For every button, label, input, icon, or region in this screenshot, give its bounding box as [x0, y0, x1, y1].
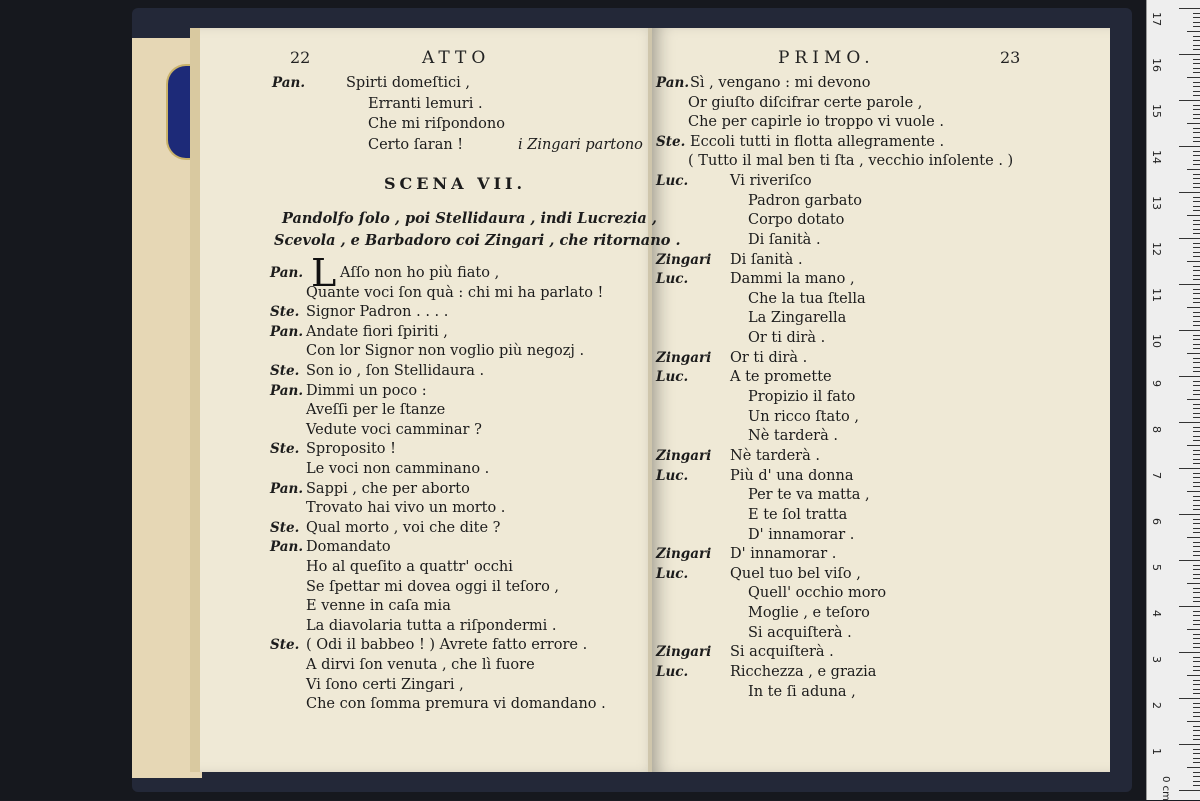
- scene-heading: SCENA VII.: [384, 174, 527, 193]
- ruler-tick: [1193, 785, 1200, 786]
- ruler-tick: [1193, 13, 1200, 14]
- ruler-tick: [1193, 500, 1200, 501]
- ruler-tick: [1193, 109, 1200, 110]
- verse-line: E venne in caſa mia: [306, 598, 451, 615]
- ruler-tick: [1179, 652, 1200, 653]
- speaker-label: Ste.: [270, 363, 300, 379]
- ruler-tick: [1193, 459, 1200, 460]
- ruler-tick: [1193, 496, 1200, 497]
- ruler-tick: [1193, 275, 1200, 276]
- ruler-tick: [1193, 643, 1200, 644]
- ruler-tick: [1187, 353, 1200, 354]
- verse-line: Quante voci ſon quà : chi mi ha parlato !: [306, 284, 604, 301]
- verse-line: Con lor Signor non voglio più negozj .: [306, 343, 585, 360]
- ruler-tick: [1193, 316, 1200, 317]
- ruler-tick: [1193, 141, 1200, 142]
- ruler-tick: [1193, 367, 1200, 368]
- verse-line: Moglie , e teſoro: [748, 605, 870, 621]
- ruler-tick: [1193, 611, 1200, 612]
- ruler-tick: [1193, 128, 1200, 129]
- verse-line: La diavolaria tutta a riſpondermi .: [306, 617, 557, 634]
- ruler-tick: [1179, 468, 1200, 469]
- ruler-tick: [1193, 358, 1200, 359]
- ruler-tick: [1179, 744, 1200, 745]
- ruler-number: 4: [1150, 610, 1163, 617]
- ruler-tick: [1193, 224, 1200, 225]
- verse-line: Di ſanità .: [748, 232, 821, 248]
- ruler-tick: [1193, 151, 1200, 152]
- ruler-tick: [1193, 689, 1200, 690]
- ruler-tick: [1193, 712, 1200, 713]
- speaker-label: Ste.: [270, 304, 300, 321]
- verse-line: Or giuſto diſcifrar certe parole ,: [688, 95, 923, 111]
- verse-line: Signor Padron . . . .: [306, 304, 449, 321]
- ruler-tick: [1193, 118, 1200, 119]
- ruler-tick: [1193, 707, 1200, 708]
- ruler-tick: [1193, 160, 1200, 161]
- verse-line: Che la tua ſtella: [748, 291, 866, 307]
- ruler-tick: [1193, 105, 1200, 106]
- verse-line: Che per capirle io troppo vi vuole .: [688, 114, 944, 130]
- ruler-tick: [1193, 482, 1200, 483]
- ruler-tick: [1193, 408, 1200, 409]
- speaker-label: Luc.: [656, 173, 689, 189]
- ruler-tick: [1193, 588, 1200, 589]
- ruler-tick: [1193, 638, 1200, 639]
- ruler-number: 8: [1150, 426, 1163, 433]
- ruler-number: 3: [1150, 656, 1163, 663]
- ruler-tick: [1193, 256, 1200, 257]
- ruler-tick: [1193, 206, 1200, 207]
- ruler-tick: [1193, 371, 1200, 372]
- ruler-tick: [1193, 680, 1200, 681]
- ruler-number: 13: [1150, 196, 1163, 210]
- ruler-tick: [1193, 385, 1200, 386]
- ruler-tick: [1193, 22, 1200, 23]
- measurement-ruler: [1146, 0, 1200, 800]
- verse-line: ( Odi il babbeo ! ) Avrete fatto errore .: [306, 637, 588, 654]
- ruler-tick: [1193, 523, 1200, 524]
- ruler-tick: [1193, 716, 1200, 717]
- ruler-tick: [1193, 703, 1200, 704]
- ruler-tick: [1193, 36, 1200, 37]
- ruler-tick: [1187, 675, 1200, 676]
- ruler-tick: [1193, 565, 1200, 566]
- ruler-tick: [1193, 739, 1200, 740]
- verse-line: Dammi la mano ,: [730, 271, 855, 287]
- verse-line: E te ſol tratta: [748, 507, 848, 523]
- verse-line: Sì , vengano : mi devono: [690, 75, 871, 91]
- verse-line: Domandato: [306, 539, 391, 556]
- verse-line: Nè tarderà .: [748, 428, 838, 444]
- ruler-tick: [1193, 201, 1200, 202]
- verse-line: A dirvi ſon venuta , che lì fuore: [306, 657, 535, 673]
- verse-line: Sappi , che per aborto: [306, 480, 470, 497]
- ruler-tick: [1179, 238, 1200, 239]
- verse-line: Qual morto , voi che dite ?: [306, 519, 501, 536]
- ruler-tick: [1187, 307, 1200, 308]
- ruler-tick: [1193, 440, 1200, 441]
- ruler-tick: [1193, 381, 1200, 382]
- ruler-tick: [1193, 26, 1200, 27]
- ruler-tick: [1193, 17, 1200, 18]
- speaker-label: Luc.: [656, 566, 689, 582]
- verse-line: Nè tarderà .: [730, 448, 820, 464]
- ruler-tick: [1179, 54, 1200, 55]
- ruler-tick: [1193, 661, 1200, 662]
- verse-line: Trovato hai vivo un morto .: [306, 500, 506, 517]
- ruler-tick: [1193, 233, 1200, 234]
- verse-line: Son io , ſon Stellidaura .: [306, 363, 485, 379]
- verse-line: Di ſanità .: [730, 252, 803, 268]
- ruler-tick: [1193, 137, 1200, 138]
- ruler-tick: [1193, 362, 1200, 363]
- ruler-tick: [1193, 647, 1200, 648]
- speaker-label: Zingari: [656, 546, 712, 562]
- verse-line: Quell' occhio moro: [748, 585, 887, 601]
- verse-line: Erranti lemuri .: [368, 95, 483, 112]
- ruler-tick: [1193, 390, 1200, 391]
- ruler-tick: [1193, 431, 1200, 432]
- ruler-tick: [1193, 82, 1200, 83]
- ruler-number: 7: [1150, 472, 1163, 479]
- verse-line: Vi ſono certi Zingari ,: [306, 676, 464, 693]
- ruler-tick: [1193, 298, 1200, 299]
- ruler-tick: [1193, 178, 1200, 179]
- ruler-tick: [1193, 473, 1200, 474]
- ruler-tick: [1193, 164, 1200, 165]
- ruler-tick: [1193, 486, 1200, 487]
- ruler-tick: [1193, 758, 1200, 759]
- ruler-tick: [1193, 394, 1200, 395]
- ruler-tick: [1193, 155, 1200, 156]
- ruler-tick: [1193, 174, 1200, 175]
- verse-line: Quel tuo bel viſo ,: [730, 566, 861, 582]
- ruler-tick: [1193, 454, 1200, 455]
- ruler-tick: [1179, 790, 1200, 791]
- ruler-tick: [1193, 569, 1200, 570]
- speaker-label: Ste.: [270, 441, 300, 458]
- ruler-tick: [1193, 427, 1200, 428]
- ruler-tick: [1193, 436, 1200, 437]
- ruler-tick: [1193, 289, 1200, 290]
- ruler-tick: [1193, 730, 1200, 731]
- ruler-tick: [1187, 491, 1200, 492]
- verse-line: Un ricco ſtato ,: [748, 409, 859, 425]
- ruler-tick: [1187, 537, 1200, 538]
- ruler-tick: [1193, 183, 1200, 184]
- ruler-tick: [1193, 63, 1200, 64]
- ruler-tick: [1193, 505, 1200, 506]
- ruler-number: 16: [1150, 58, 1163, 72]
- drop-cap: L: [311, 251, 337, 295]
- speaker-label: Pan.: [270, 382, 304, 399]
- ruler-number: 14: [1150, 150, 1163, 164]
- ruler-tick: [1193, 229, 1200, 230]
- speaker-label: Ste.: [656, 134, 686, 150]
- ruler-tick: [1187, 721, 1200, 722]
- ruler-tick: [1179, 606, 1200, 607]
- ruler-tick: [1193, 781, 1200, 782]
- verse-line: Aſſo non ho più fiato ,: [340, 265, 500, 281]
- ruler-tick: [1193, 693, 1200, 694]
- ruler-tick: [1193, 40, 1200, 41]
- ruler-tick: [1193, 59, 1200, 60]
- ruler-tick: [1193, 302, 1200, 303]
- ruler-number: 5: [1150, 564, 1163, 571]
- verse-line: Certo ſaran !: [368, 136, 464, 153]
- verse-line: Sproposito !: [306, 441, 396, 458]
- ruler-tick: [1193, 450, 1200, 451]
- ruler-tick: [1179, 698, 1200, 699]
- speaker-label: Ste.: [270, 637, 300, 654]
- ruler-tick: [1187, 583, 1200, 584]
- ruler-tick: [1193, 762, 1200, 763]
- verse-line: Padron garbato: [748, 193, 862, 209]
- ruler-tick: [1193, 477, 1200, 478]
- ruler-number: 12: [1150, 242, 1163, 256]
- ruler-tick: [1179, 514, 1200, 515]
- ruler-tick: [1193, 187, 1200, 188]
- ruler-tick: [1193, 670, 1200, 671]
- ruler-tick: [1193, 279, 1200, 280]
- ruler-tick: [1193, 578, 1200, 579]
- ruler-tick: [1187, 123, 1200, 124]
- ruler-tick: [1193, 49, 1200, 50]
- verse-line: Se ſpettar mi dovea oggi il teſoro ,: [306, 578, 560, 595]
- cast-line-1: Pandolfo ſolo , poi Stellidaura , indi Lucrezia ,: [282, 210, 657, 227]
- right-running-header: PRIMO.: [778, 48, 875, 68]
- ruler-tick: [1193, 243, 1200, 244]
- ruler-tick: [1193, 335, 1200, 336]
- verse-line: Dimmi un poco :: [306, 382, 427, 399]
- ruler-tick: [1187, 215, 1200, 216]
- ruler-tick: [1193, 726, 1200, 727]
- verse-line: Eccoli tutti in flotta allegramente .: [690, 134, 945, 150]
- ruler-tick: [1193, 624, 1200, 625]
- ruler-tick: [1193, 321, 1200, 322]
- ruler-tick: [1193, 509, 1200, 510]
- ruler-tick: [1193, 776, 1200, 777]
- verse-line: Ho al queſito a quattr' occhi: [306, 559, 513, 575]
- ruler-tick: [1187, 445, 1200, 446]
- ruler-number: 6: [1150, 518, 1163, 525]
- ruler-tick: [1193, 417, 1200, 418]
- ruler-tick: [1193, 86, 1200, 87]
- ruler-tick: [1193, 601, 1200, 602]
- verse-line: Le voci non camminano .: [306, 461, 490, 477]
- speaker-label: Zingari: [656, 448, 712, 464]
- speaker-label: Pan.: [270, 265, 304, 281]
- ruler-tick: [1193, 657, 1200, 658]
- verse-line: Aveſſi per le ſtanze: [306, 402, 446, 419]
- speaker-label: Pan.: [270, 539, 304, 556]
- verse-line: Andate fiori ſpiriti ,: [306, 323, 448, 340]
- speaker-label: Pan.: [270, 480, 304, 497]
- ruler-tick: [1187, 31, 1200, 32]
- ruler-tick: [1193, 220, 1200, 221]
- ruler-tick: [1193, 574, 1200, 575]
- ruler-tick: [1193, 546, 1200, 547]
- speaker-label: Zingari: [656, 644, 712, 660]
- ruler-tick: [1193, 197, 1200, 198]
- ruler-tick: [1193, 542, 1200, 543]
- ruler-tick: [1187, 261, 1200, 262]
- verse-line: Ricchezza , e grazia: [730, 664, 877, 680]
- ruler-number: 17: [1150, 12, 1163, 26]
- ruler-tick: [1193, 528, 1200, 529]
- ruler-tick: [1193, 749, 1200, 750]
- ruler-tick: [1193, 252, 1200, 253]
- ruler-tick: [1193, 114, 1200, 115]
- speaker-label: Luc.: [656, 369, 689, 385]
- verse-line: Si acquiſterà .: [748, 625, 852, 641]
- verse-line: Che mi riſpondono: [368, 116, 505, 132]
- ruler-tick: [1193, 532, 1200, 533]
- verse-line: D' innamorar .: [748, 527, 855, 543]
- ruler-tick: [1193, 95, 1200, 96]
- ruler-tick: [1179, 330, 1200, 331]
- ruler-tick: [1193, 620, 1200, 621]
- speaker-label: Luc.: [656, 271, 689, 287]
- ruler-tick: [1193, 735, 1200, 736]
- ruler-tick: [1193, 247, 1200, 248]
- speaker-label: Pan.: [272, 75, 306, 91]
- verse-line: Propizio il fato: [748, 389, 856, 405]
- cast-line-2: Scevola , e Barbadoro coi Zingari , che ritornano .: [274, 232, 681, 249]
- ruler-tick: [1193, 555, 1200, 556]
- verse-line: Vedute voci camminar ?: [306, 421, 482, 438]
- ruler-tick: [1193, 551, 1200, 552]
- ruler-number: 15: [1150, 104, 1163, 118]
- ruler-tick: [1193, 348, 1200, 349]
- left-page-number: 22: [290, 48, 311, 67]
- ruler-tick: [1193, 615, 1200, 616]
- ruler-tick: [1193, 666, 1200, 667]
- ruler-tick: [1179, 422, 1200, 423]
- ruler-tick: [1187, 399, 1200, 400]
- ruler-tick: [1193, 325, 1200, 326]
- ruler-tick: [1193, 132, 1200, 133]
- ruler-tick: [1187, 169, 1200, 170]
- right-page-number: 23: [1000, 48, 1021, 67]
- ruler-tick: [1193, 753, 1200, 754]
- ruler-tick: [1193, 404, 1200, 405]
- ruler-tick: [1193, 684, 1200, 685]
- ruler-tick: [1193, 463, 1200, 464]
- speaker-label: Pan.: [270, 323, 304, 340]
- ruler-tick: [1187, 767, 1200, 768]
- speaker-label: Luc.: [656, 468, 689, 484]
- ruler-tick: [1193, 519, 1200, 520]
- ruler-tick: [1179, 8, 1200, 9]
- ruler-tick: [1193, 293, 1200, 294]
- ruler-tick: [1193, 344, 1200, 345]
- verse-line: Per te va matta ,: [748, 487, 870, 503]
- verse-line: Vi riveriſco: [730, 173, 812, 189]
- ruler-tick: [1179, 560, 1200, 561]
- ruler-tick: [1193, 312, 1200, 313]
- speaker-label: Pan.: [656, 75, 690, 91]
- verse-line: Più d' una donna: [730, 468, 854, 484]
- ruler-number: 10: [1150, 334, 1163, 348]
- speaker-label: Ste.: [270, 519, 300, 536]
- ruler-tick: [1193, 266, 1200, 267]
- verse-line: Corpo dotato: [748, 212, 845, 228]
- ruler-tick: [1193, 339, 1200, 340]
- speaker-label: Zingari: [656, 350, 712, 366]
- ruler-tick: [1193, 91, 1200, 92]
- stage-direction: i Zingari partono: [518, 137, 643, 153]
- verse-line: Or ti dirà .: [748, 330, 826, 346]
- ruler-tick: [1179, 146, 1200, 147]
- ruler-tick: [1193, 210, 1200, 211]
- verse-line: Or ti dirà .: [730, 350, 808, 366]
- verse-line: A te promette: [730, 369, 832, 385]
- ruler-tick: [1193, 72, 1200, 73]
- ruler-tick: [1179, 376, 1200, 377]
- ruler-tick: [1187, 629, 1200, 630]
- ruler-tick: [1179, 284, 1200, 285]
- ruler-tick: [1193, 68, 1200, 69]
- speaker-label: Zingari: [656, 252, 712, 268]
- verse-line: Spirti domeſtici ,: [346, 75, 471, 91]
- verse-line: Si acquiſterà .: [730, 644, 834, 660]
- ruler-number: 11: [1150, 288, 1163, 302]
- ruler-tick: [1187, 77, 1200, 78]
- ruler-tick: [1193, 634, 1200, 635]
- verse-line: Che con ſomma premura vi domandano .: [306, 696, 606, 713]
- ruler-tick: [1179, 100, 1200, 101]
- verse-line: D' innamorar .: [730, 546, 837, 562]
- ruler-tick: [1179, 192, 1200, 193]
- ruler-number: 2: [1150, 702, 1163, 709]
- verse-line: ( Tutto il mal ben ti ſta , vecchio inſolente . ): [688, 153, 1014, 169]
- ruler-tick: [1193, 45, 1200, 46]
- verse-line: La Zingarella: [748, 310, 847, 326]
- speaker-label: Luc.: [656, 664, 689, 680]
- ruler-tick: [1193, 772, 1200, 773]
- verse-line: In te ſi aduna ,: [748, 684, 856, 700]
- ruler-tick: [1193, 413, 1200, 414]
- ruler-tick: [1193, 270, 1200, 271]
- ruler-number: 1: [1150, 748, 1163, 755]
- left-running-header: ATTO: [422, 48, 491, 68]
- ruler-number: 9: [1150, 380, 1163, 387]
- ruler-tick: [1193, 592, 1200, 593]
- ruler-tick: [1193, 597, 1200, 598]
- ruler-unit: 0 cm: [1159, 776, 1171, 801]
